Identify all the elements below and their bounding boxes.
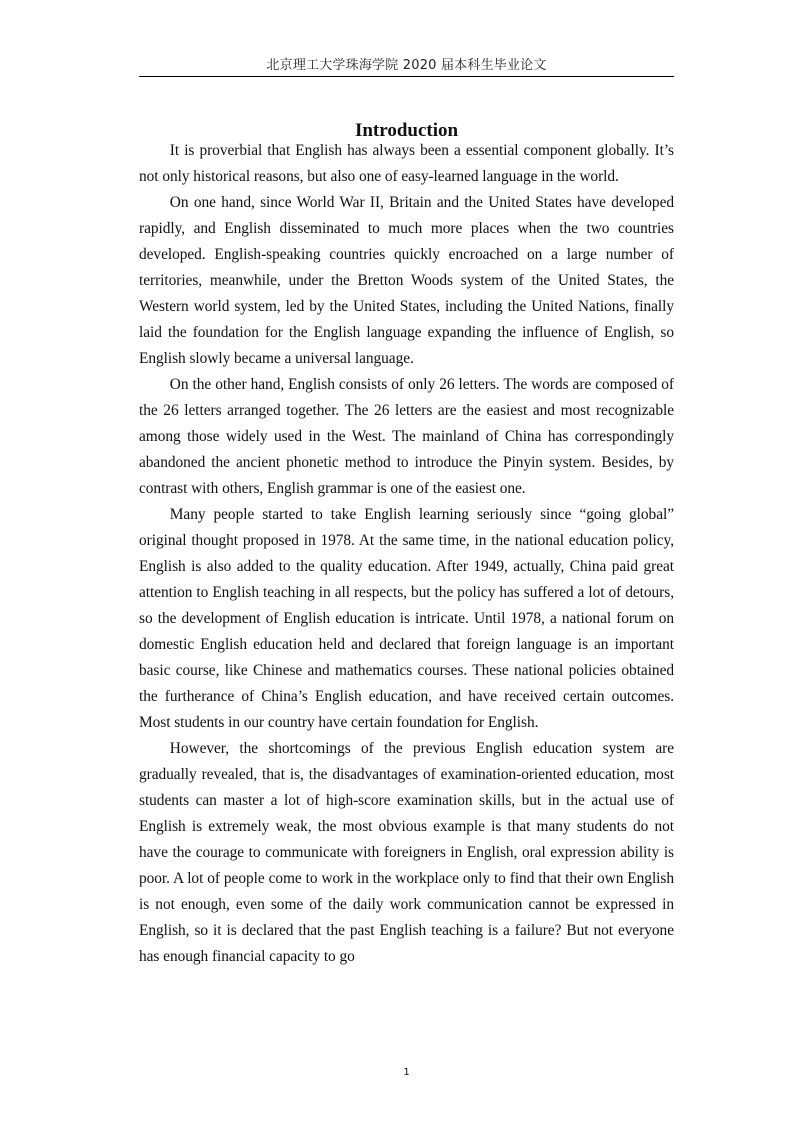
section-title: Introduction: [354, 119, 459, 141]
running-header: 北京理工大学珠海学院 2020 届本科生毕业论文: [266, 58, 547, 73]
paragraph-5: However, the shortcomings of the previous English education system are gradually revealed, that is, the disadvantages of examination-oriented education, most students can master a lot of high-score examination skills, but in the actual use of English is extremely weak, the most obvious example is that many students do not have the courage to communicate with foreigners in English, oral expression ability is poor. A lot of people come to work in the workplace only to find that their own English is not enough, even some of the daily work communication cannot be expressed in English, so it is declared that the past English teaching is a failure? But not everyone has enough financial capacity to go: [139, 740, 674, 965]
paragraph-3: On the other hand, English consists of only 26 letters. The words are composed of the 26 letters arranged together. The 26 letters are the easiest and most recognizable among those widely used in the West. The mainland of China has correspondingly abandoned the ancient phonetic method to introduce the Pinyin system. Besides, by contrast with others, English grammar is one of the easiest one.: [139, 376, 674, 497]
page-number: 1: [403, 1067, 410, 1078]
paragraph-1: It is proverbial that English has always been a essential component globally. It’s not only historical reasons, but also one of easy-learned language in the world.: [139, 142, 674, 185]
paragraph-4: Many people started to take English learning seriously since “going global” original thought proposed in 1978. At the same time, in the national education policy, English is also added to the quality education. After 1949, actually, China paid great attention to English teaching in all respects, but the policy has suffered a lot of detours, so the development of English education is intricate. Until 1978, a national forum on domestic English education held and declared that foreign language is an important basic course, like Chinese and mathematics courses. These national policies obtained the furtherance of China’s English education, and have received certain outcomes. Most students in our country have certain foundation for English.: [139, 506, 674, 731]
body-text: [139, 138, 674, 970]
paragraph-2: On one hand, since World War II, Britain and the United States have developed rapidly, and English disseminated to much more places when the two countries developed. English-speaking countries quickly encroached on a large number of territories, meanwhile, under the Bretton Woods system of the United States, the Western world system, led by the United States, including the United Nations, finally laid the foundation for the English language expanding the influence of English, so English slowly became a universal language.: [139, 194, 674, 367]
header-rule: [139, 76, 674, 77]
